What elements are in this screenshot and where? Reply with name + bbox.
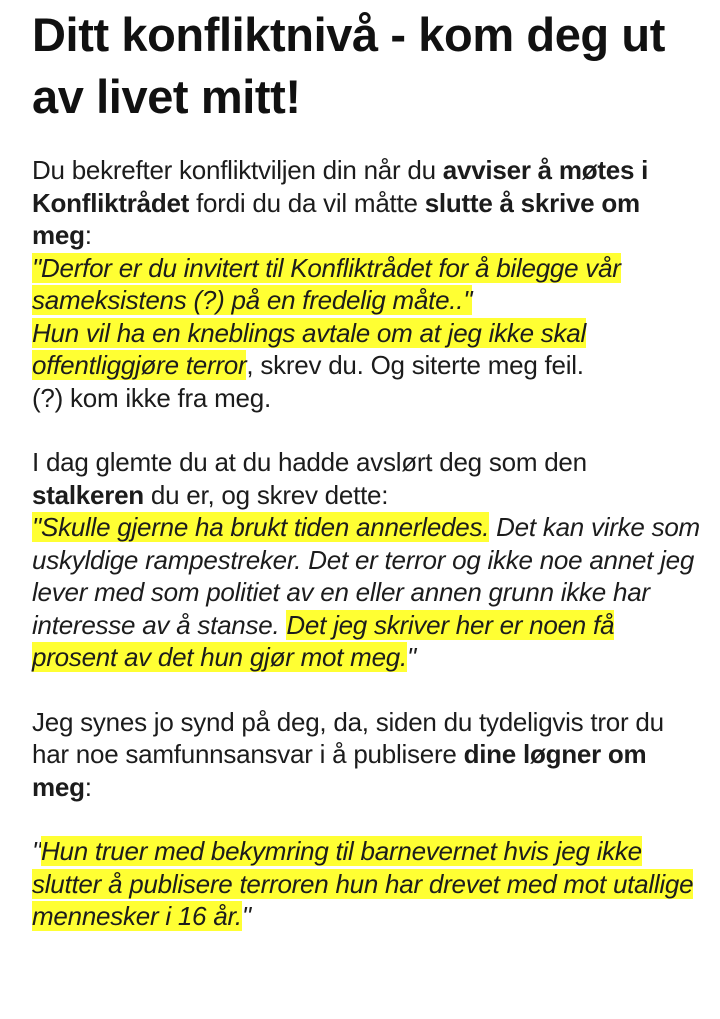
p1-text-2: fordi du da vil måtte — [189, 187, 425, 218]
p1-text-4: , skrev du. Og siterte meg feil. — [246, 350, 584, 380]
p1-text-5: (?) kom ikke fra meg. — [32, 382, 271, 413]
p1-bold-2: slutte å skrive om meg — [32, 187, 640, 250]
p2-quote-1: "Skulle gjerne ha brukt tiden annerledes. — [32, 512, 490, 542]
paragraph-1 — [32, 154, 704, 414]
article — [32, 0, 704, 933]
article-title: Ditt konfliktnivå - kom deg ut av livet mitt! — [32, 8, 665, 123]
p2-quote-4: " — [406, 642, 416, 672]
p1-bold-1: avviser å møtes i Konfliktrådet — [32, 155, 649, 218]
p4-quote-body: Hun truer med bekymring til barnevernet hvis jeg ikke slutter å publisere terroren hun har drevet med mot utallige mennesker i 16 år. — [32, 836, 694, 931]
p1-text-3: : — [84, 220, 92, 250]
p2-quote-2: Det kan virke som uskyldige rampestreker. Det er terror og ikke noe annet jeg lever med som politiet av en eller annen grunn ikke har interesse av å stanse. — [32, 512, 700, 640]
p1-quote-2: Hun vil ha en kneblings avtale om at jeg ikke skal offentliggjøre terror — [32, 317, 587, 380]
p3-bold-1: dine løgner om meg — [32, 739, 647, 802]
p4-quote-open: " — [32, 836, 41, 866]
paragraph-2 — [32, 446, 704, 674]
p2-text-2: du er, og skrev dette: — [143, 479, 389, 510]
p2-bold-1: stalkeren — [32, 479, 144, 510]
p3-text-1: Jeg synes jo synd på deg, da, siden du tydeligvis tror du har noe samfunnsansvar i å publisere — [32, 706, 664, 769]
p1-text-1: Du bekrefter konfliktviljen din når du — [32, 155, 443, 185]
paragraph-4 — [32, 835, 704, 933]
paragraph-3 — [32, 706, 704, 804]
p4-quote-close: " — [241, 901, 251, 931]
p3-text-2: : — [84, 771, 92, 802]
p2-quote-3: Det jeg skriver her er noen få prosent av det hun gjør mot meg. — [32, 609, 615, 672]
p1-quote-1: "Derfor er du invitert til Konfliktrådet for å bilegge vår sameksistens (?) på en fredelig måte.." — [32, 252, 621, 315]
p2-text-1: I dag glemte du at du hadde avslørt deg som den — [32, 447, 587, 477]
